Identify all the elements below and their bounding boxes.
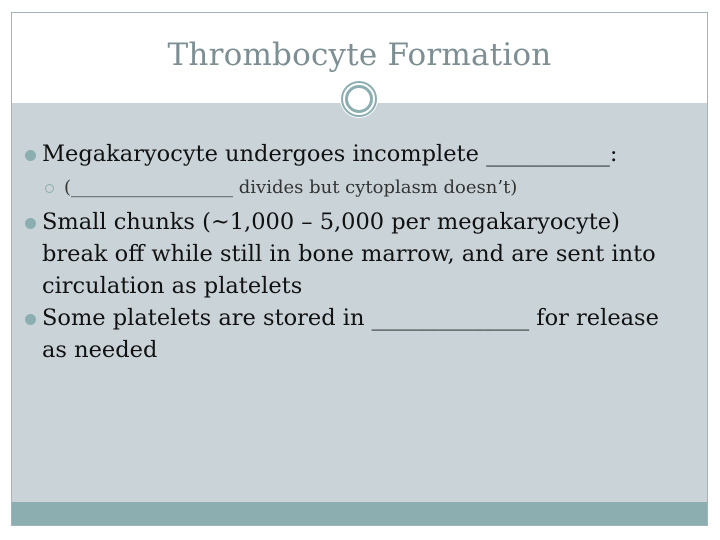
- circle-ring-icon: [340, 80, 378, 118]
- filled-circle-bullet-icon: [25, 150, 36, 161]
- bullet-item: [12, 206, 707, 302]
- footer-bar: [12, 502, 707, 526]
- sub-bullet-item: [12, 174, 707, 202]
- filled-circle-bullet-icon: [25, 314, 36, 325]
- filled-circle-bullet-icon: [25, 218, 36, 229]
- sub-bullet-text: (__________________ divides but cytoplasm doesn’t): [64, 177, 518, 198]
- bullet-text: Some platelets are stored in ______________ for release as needed: [42, 305, 659, 363]
- bullet-item: [12, 138, 707, 170]
- bullet-text: Small chunks (~1,000 – 5,000 per megakaryocyte) break off while still in bone marrow, and are sent into circulation as platelets: [42, 209, 656, 299]
- bullet-item: [12, 302, 707, 366]
- hollow-circle-bullet-icon: [45, 184, 54, 193]
- bullet-list: [12, 138, 707, 366]
- slide-frame: [11, 12, 708, 526]
- slide-title: Thrombocyte Formation: [167, 37, 552, 73]
- bullet-text: Megakaryocyte undergoes incomplete ___________:: [42, 141, 618, 167]
